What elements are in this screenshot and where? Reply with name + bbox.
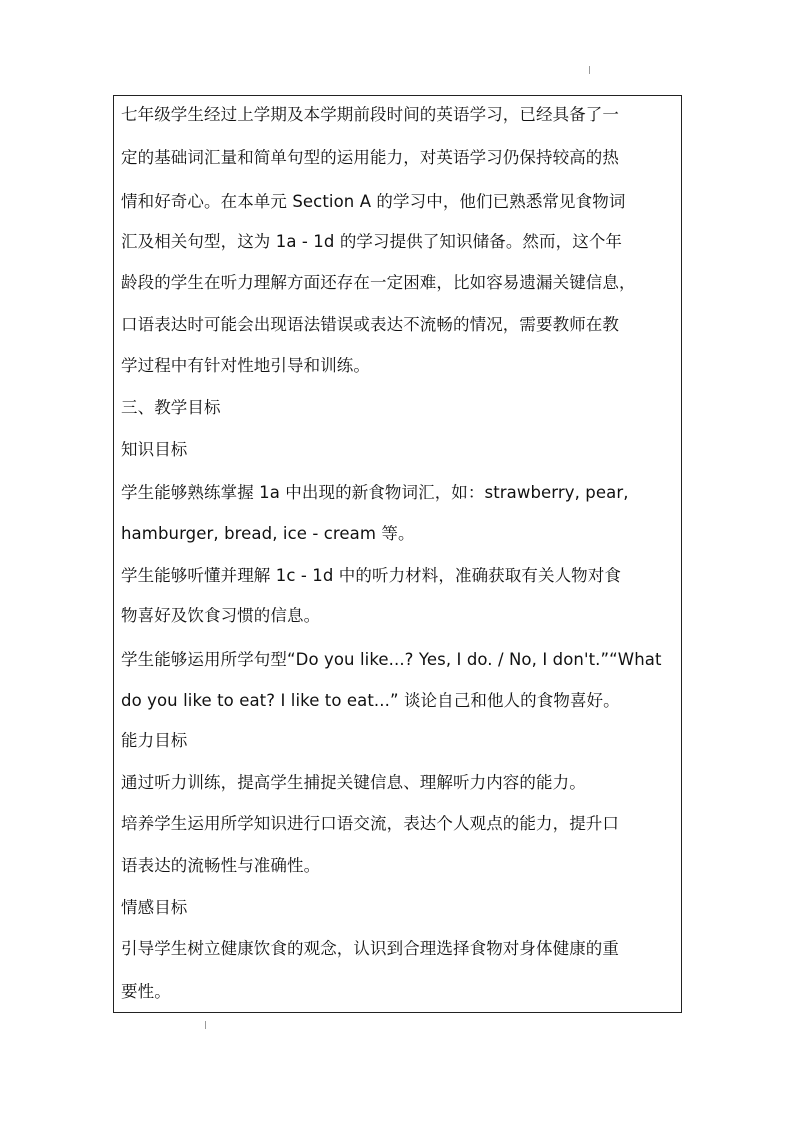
text-line: 汇及相关句型，这为 1a - 1d 的学习提供了知识储备。然而，这个年	[121, 232, 623, 251]
page-corner-mark	[589, 66, 590, 74]
text-line: 语表达的流畅性与准确性。	[121, 856, 321, 875]
subheading-knowledge: 知识目标	[121, 440, 188, 459]
text-line: 物喜好及饮食习惯的信息。	[121, 606, 321, 625]
text-line: do you like to eat? I like to eat...” 谈论自己和他人的食物喜好。	[121, 691, 620, 710]
text-line: 要性。	[121, 982, 171, 1001]
subheading-emotion: 情感目标	[121, 898, 188, 917]
text-line: 口语表达时可能会出现语法错误或表达不流畅的情况，需要教师在教	[121, 315, 619, 334]
text-line: 学生能够听懂并理解 1c - 1d 中的听力材料，准确获取有关人物对食	[121, 566, 621, 585]
subheading-ability: 能力目标	[121, 731, 188, 750]
text-line: 定的基础词汇量和简单句型的运用能力，对英语学习仍保持较高的热	[121, 148, 619, 167]
text-line: 龄段的学生在听力理解方面还存在一定困难，比如容易遗漏关键信息，	[121, 273, 636, 292]
text-line: 学过程中有针对性地引导和训练。	[121, 356, 370, 375]
text-line: 通过听力训练，提高学生捕捉关键信息、理解听力内容的能力。	[121, 773, 586, 792]
text-line: 学生能够熟练掌握 1a 中出现的新食物词汇，如：strawberry, pear,	[121, 483, 629, 502]
text-line: 情和好奇心。在本单元 Section A 的学习中，他们已熟悉常见食物词	[121, 192, 626, 211]
text-line: 培养学生运用所学知识进行口语交流，表达个人观点的能力，提升口	[121, 814, 619, 833]
text-line: hamburger, bread, ice - cream 等。	[121, 524, 415, 543]
text-line: 学生能够运用所学句型“Do you like...? Yes, I do. / No, I don't.”“What	[121, 650, 662, 669]
page-corner-mark	[205, 1021, 206, 1029]
text-line: 七年级学生经过上学期及本学期前段时间的英语学习，已经具备了一	[121, 105, 619, 124]
text-line: 引导学生树立健康饮食的观念，认识到合理选择食物对身体健康的重	[121, 939, 619, 958]
section-heading: 三、教学目标	[121, 398, 221, 417]
